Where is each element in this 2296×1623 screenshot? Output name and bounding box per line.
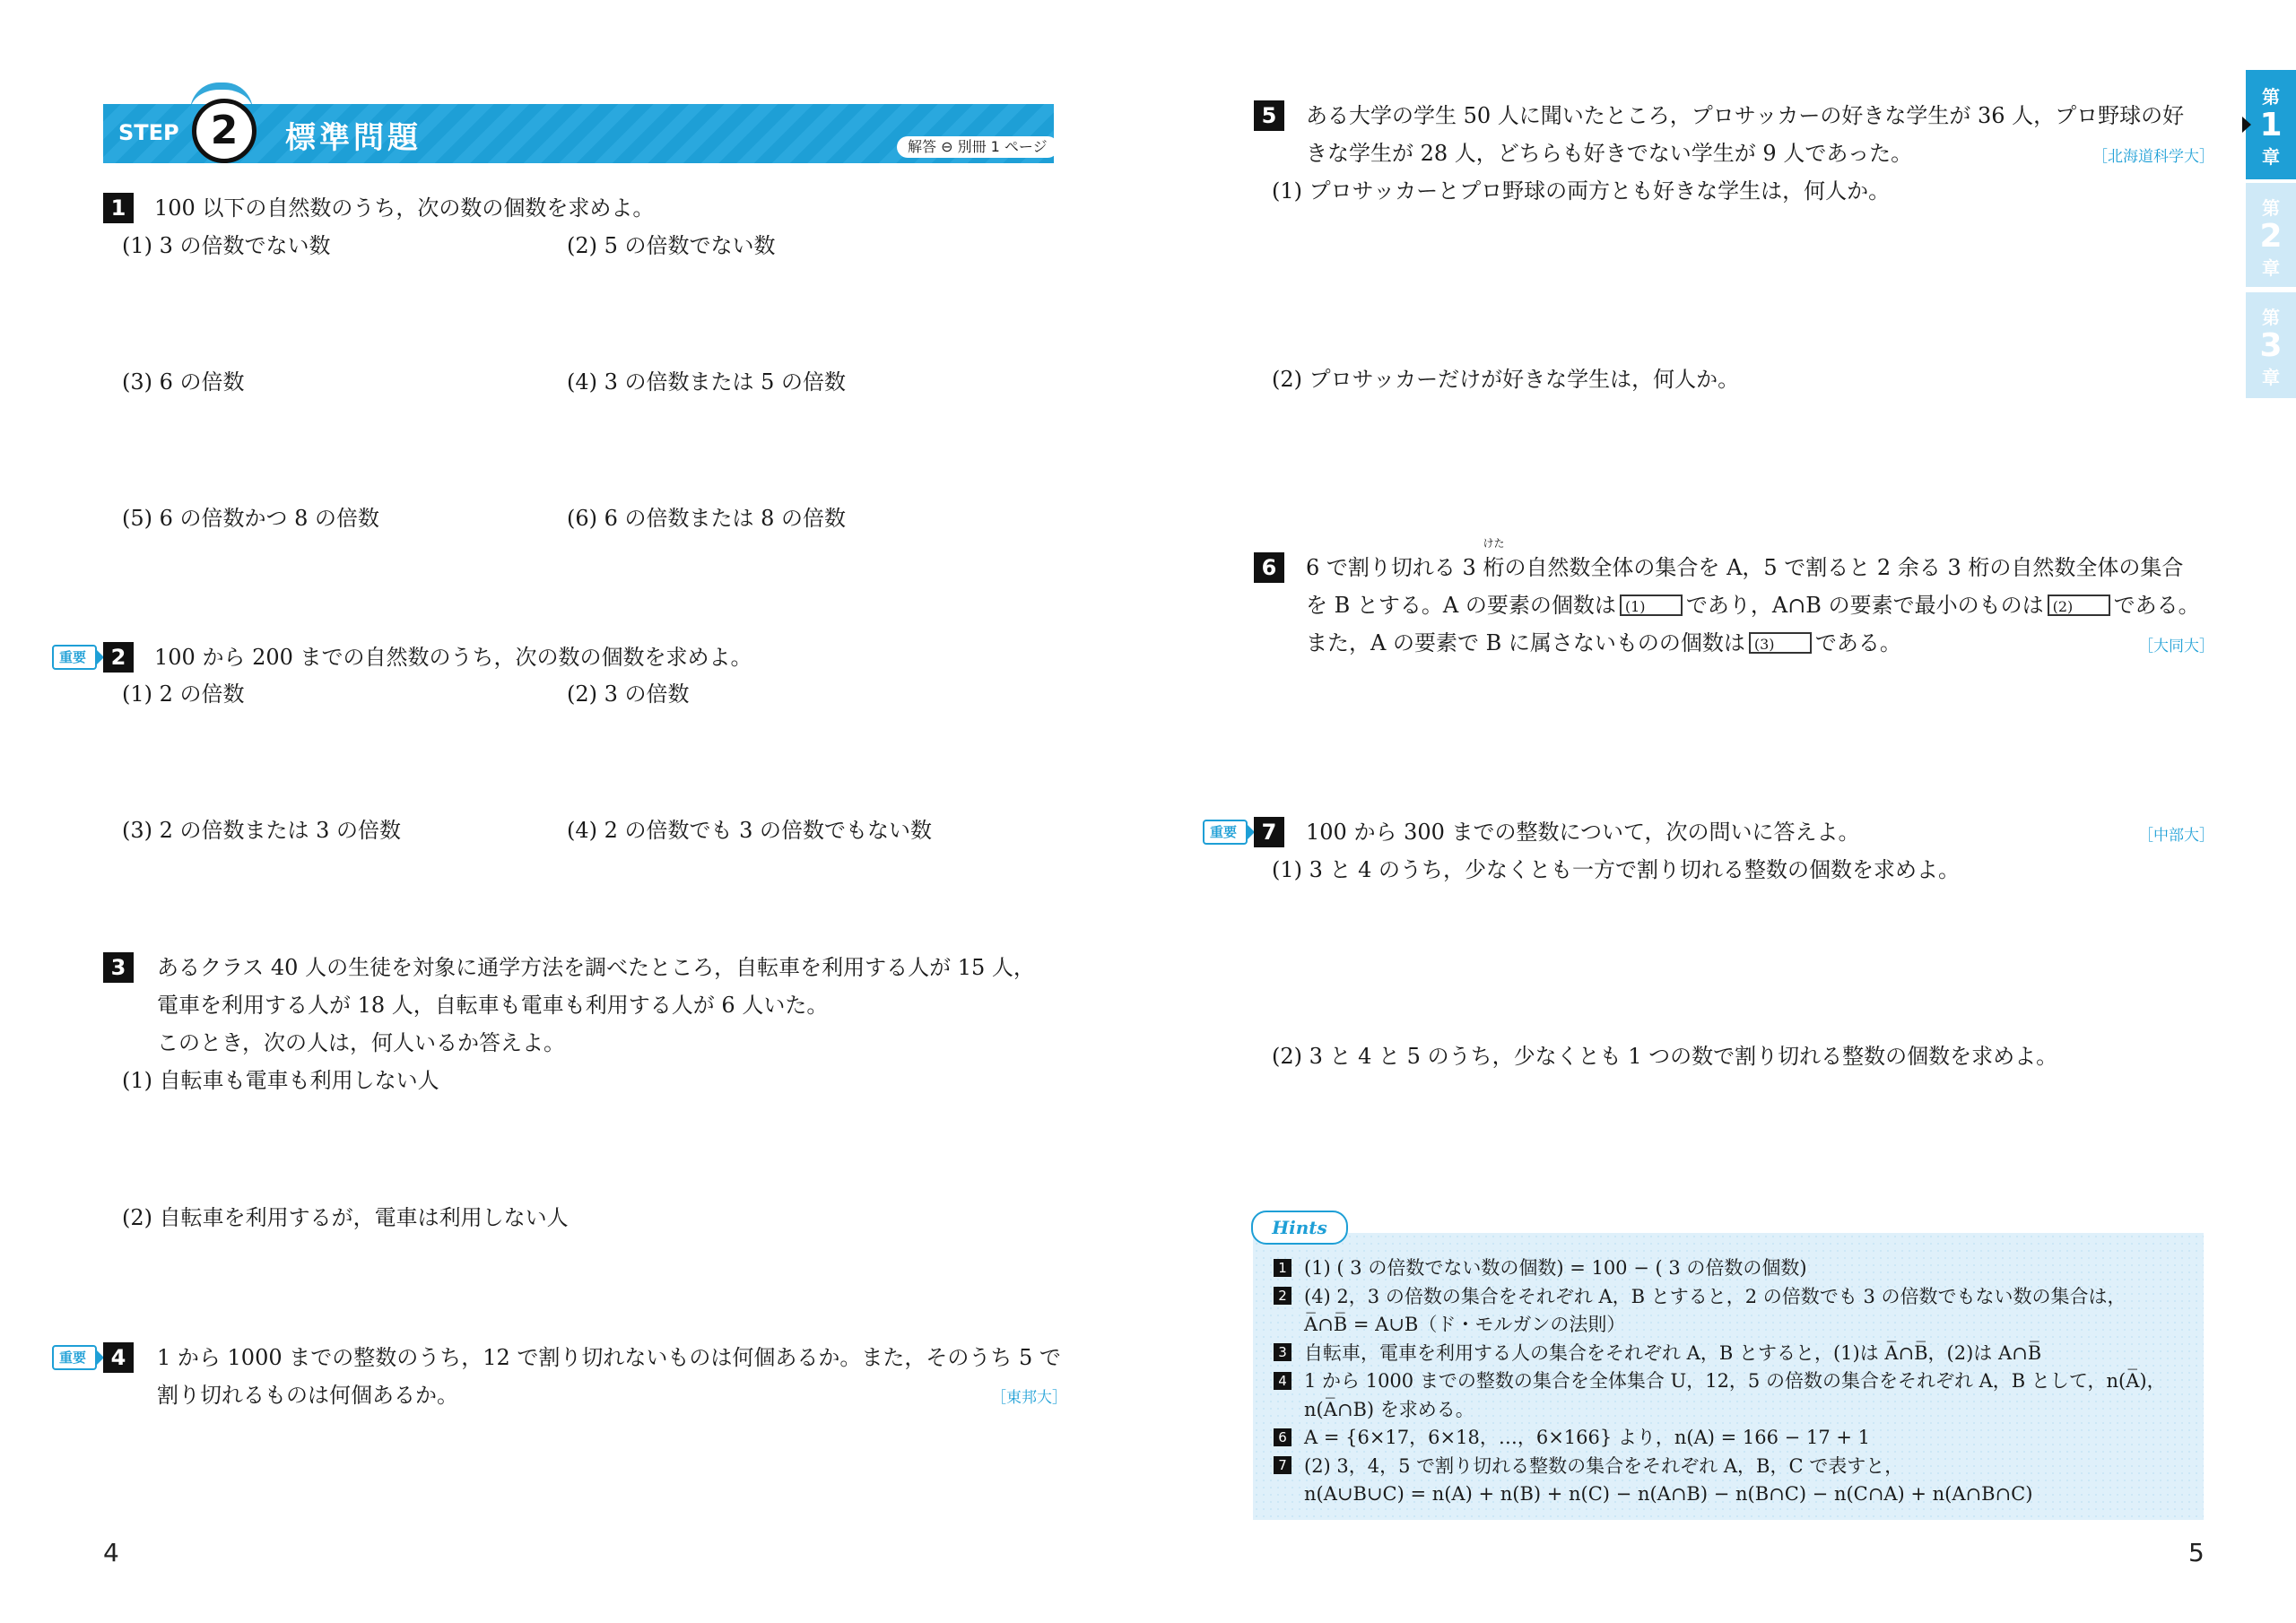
hint-number: 7 <box>1274 1456 1292 1474</box>
problem-number-5: 5 <box>1254 100 1284 131</box>
problem-3-item-1: (1) 自転車も電車も利用しない人 <box>122 1068 439 1093</box>
keta-with-ruby <box>1483 537 1505 580</box>
problem-number-6: 6 <box>1254 552 1284 583</box>
problem-number-7: 7 <box>1254 817 1284 847</box>
chapter-tab-3-top: 第 <box>2262 307 2280 328</box>
problem-7-item-2: (2) 3 と 4 と 5 のうち，少なくとも 1 つの数で割り切れる整数の個数を求めよ。 <box>1272 1044 2058 1069</box>
answer-box-1[interactable]: (1) <box>1620 595 1683 616</box>
problem-4-source: ［東邦大］ <box>991 1389 1067 1407</box>
problem-1-item-1: (1) 3 の倍数でない数 <box>122 233 331 258</box>
problem-6-line-1 <box>1306 537 2184 586</box>
problem-number-4: 4 <box>103 1342 134 1373</box>
problem-3-line-2: 電車を利用する人が 18 人，自転車も電車も利用する人が 6 人いた。 <box>157 993 829 1018</box>
problem-6-line-2a: を B とする。A の要素の個数は <box>1306 593 1616 618</box>
problem-3-line-1: あるクラス 40 人の生徒を対象に通学方法を調べたところ，自転車を利用する人が 15 人， <box>157 955 1035 980</box>
problem-number-1: 1 <box>103 193 134 223</box>
chapter-tab-active-pointer <box>2242 117 2251 133</box>
problem-number-2: 2 <box>103 642 134 673</box>
chapter-tab-2-num: 2 <box>2259 218 2283 255</box>
hint-row <box>1274 1480 2032 1508</box>
problem-7-item-1: (1) 3 と 4 のうち，少なくとも一方で割り切れる整数の個数を求めよ。 <box>1272 857 1961 882</box>
problem-1-item-6: (6) 6 の倍数または 8 の倍数 <box>567 506 847 531</box>
problem-5-item-1: (1) プロサッカーとプロ野球の両方とも好きな学生は，何人か。 <box>1272 178 1891 204</box>
problem-4-line-1: 1 から 1000 までの整数のうち，12 で割り切れないものは何個あるか。また，そのうち 5 で <box>157 1345 1061 1370</box>
hint-row <box>1274 1282 2126 1311</box>
hint-text: 自転車，電車を利用する人の集合をそれぞれ A，B とすると，(1)は A̅∩B̅，(2)は A∩B̅ <box>1304 1341 2042 1364</box>
hint-number: 1 <box>1274 1259 1292 1277</box>
problem-6-line-2 <box>1306 587 2200 623</box>
hints-title: Hints <box>1272 1217 1327 1238</box>
problem-1-text: 100 以下の自然数のうち，次の数の個数を求めよ。 <box>154 195 655 221</box>
problem-1-item-4: (4) 3 の倍数または 5 の倍数 <box>567 369 847 395</box>
chapter-tab-3-bottom: 章 <box>2262 367 2280 388</box>
hint-number: 6 <box>1274 1428 1292 1446</box>
page-number-left: 4 <box>103 1538 119 1567</box>
problem-6-line-3b: である。 <box>1814 630 1901 655</box>
problem-7-source: ［中部大］ <box>2138 827 2214 845</box>
problem-6-line-2b: であり，A∩B の要素で最小のものは <box>1685 593 2044 618</box>
chapter-tab-1-top: 第 <box>2262 86 2280 108</box>
step-label: STEP <box>118 120 179 145</box>
important-tag-7: 重要 <box>1203 820 1248 845</box>
chapter-tab-3-num: 3 <box>2259 327 2283 364</box>
chapter-tab-2-bottom: 章 <box>2262 257 2280 279</box>
hint-text: (1) ( 3 の倍数でない数の個数) = 100 − ( 3 の倍数の個数) <box>1304 1257 1807 1279</box>
hint-row <box>1274 1310 1625 1339</box>
problem-6-line-3a: また，A の要素で B に属さないものの個数は <box>1306 630 1745 655</box>
hint-text: A = {6×17，6×18，…，6×166} より，n(A) = 166 − 17 + 1 <box>1304 1427 1870 1448</box>
page-title: 標準問題 <box>285 120 422 156</box>
problem-6-line-1b: の自然数全体の集合を A，5 で割ると 2 余る 3 桁の自然数全体の集合 <box>1504 555 2184 580</box>
hint-row <box>1274 1423 1870 1452</box>
problem-6-source: ［大同大］ <box>2138 638 2214 655</box>
problem-3-item-2: (2) 自転車を利用するが，電車は利用しない人 <box>122 1205 569 1230</box>
chapter-tab-1-bottom: 章 <box>2262 146 2280 168</box>
problem-2-item-1: (1) 2 の倍数 <box>122 681 245 707</box>
problem-number-3: 3 <box>103 952 134 983</box>
page-number-right: 5 <box>2188 1538 2205 1567</box>
hint-text: n(A∪B∪C) = n(A) + n(B) + n(C) − n(A∩B) − n(B∩C) − n(C∩A) + n(A∩B∩C) <box>1304 1483 2033 1505</box>
hint-row <box>1274 1339 2041 1367</box>
chapter-tab-2-top: 第 <box>2262 197 2280 219</box>
hint-text: 1 から 1000 までの整数の集合を全体集合 U，12，5 の倍数の集合をそれぞれ A，B として，n(A̅)， <box>1304 1370 2166 1392</box>
hint-number: 2 <box>1274 1287 1292 1305</box>
keta-kanji: 桁 <box>1483 555 1505 580</box>
hint-number: 4 <box>1274 1372 1292 1390</box>
hint-row <box>1274 1395 1474 1424</box>
chapter-tab-1-num: 1 <box>2259 107 2283 143</box>
answer-reference: 解答 ⊖ 別冊 1 ページ <box>897 136 1058 158</box>
hint-row <box>1274 1452 1903 1480</box>
chapter-tab-2[interactable] <box>2246 183 2296 287</box>
problem-6-line-3 <box>1306 625 1901 661</box>
problem-2-text: 100 から 200 までの自然数のうち，次の数の個数を求めよ。 <box>154 645 752 670</box>
ruby-keta: けた <box>1483 537 1505 550</box>
problem-5-item-2: (2) プロサッカーだけが好きな学生は，何人か。 <box>1272 367 1740 392</box>
hint-row <box>1274 1367 2166 1395</box>
step-number-badge <box>192 99 257 163</box>
problem-3-line-3: このとき，次の人は，何人いるか答えよ。 <box>157 1030 566 1055</box>
hint-text: A̅∩B̅ = A∪B（ド・モルガンの法則） <box>1304 1314 1626 1335</box>
problem-5-source: ［北海道科学大］ <box>2092 148 2214 166</box>
problem-4-line-2: 割り切れるものは何個あるか。 <box>157 1383 458 1408</box>
problem-6-line-1a: 6 で割り切れる 3 <box>1306 555 1483 580</box>
answer-box-3[interactable]: (3) <box>1749 632 1812 654</box>
chapter-tab-1[interactable] <box>2246 70 2296 179</box>
problem-1-item-3: (3) 6 の倍数 <box>122 369 245 395</box>
hint-number: 3 <box>1274 1343 1292 1361</box>
hint-text: (2) 3，4，5 で割り切れる整数の集合をそれぞれ A，B，C で表すと， <box>1304 1454 1904 1477</box>
important-tag-4: 重要 <box>52 1345 97 1370</box>
answer-box-2[interactable]: (2) <box>2048 595 2110 616</box>
problem-2-item-2: (2) 3 の倍数 <box>567 681 690 707</box>
step-number: 2 <box>210 108 239 153</box>
problem-1-item-5: (5) 6 の倍数かつ 8 の倍数 <box>122 506 380 531</box>
problem-5-line-1: ある大学の学生 50 人に聞いたところ，プロサッカーの好きな学生が 36 人，プロ野球の好 <box>1306 103 2185 128</box>
problem-2-item-3: (3) 2 の倍数または 3 の倍数 <box>122 818 402 843</box>
problem-2-item-4: (4) 2 の倍数でも 3 の倍数でもない数 <box>567 818 933 843</box>
problem-6-line-2c: である。 <box>2113 593 2200 618</box>
hint-text: n(A̅∩B) を求める。 <box>1304 1398 1474 1420</box>
hint-row <box>1274 1254 1807 1282</box>
problem-5-line-2: きな学生が 28 人，どちらも好きでない学生が 9 人であった。 <box>1306 141 1913 166</box>
chapter-tab-3[interactable] <box>2246 292 2296 398</box>
hint-text: (4) 2，3 の倍数の集合をそれぞれ A，B とすると，2 の倍数でも 3 の倍数でもない数の集合は， <box>1304 1285 2126 1307</box>
important-tag-2: 重要 <box>52 645 97 670</box>
problem-1-item-2: (2) 5 の倍数でない数 <box>567 233 776 258</box>
problem-7-text: 100 から 300 までの整数について，次の問いに答えよ。 <box>1306 820 1860 845</box>
hints-title-badge <box>1251 1211 1348 1245</box>
